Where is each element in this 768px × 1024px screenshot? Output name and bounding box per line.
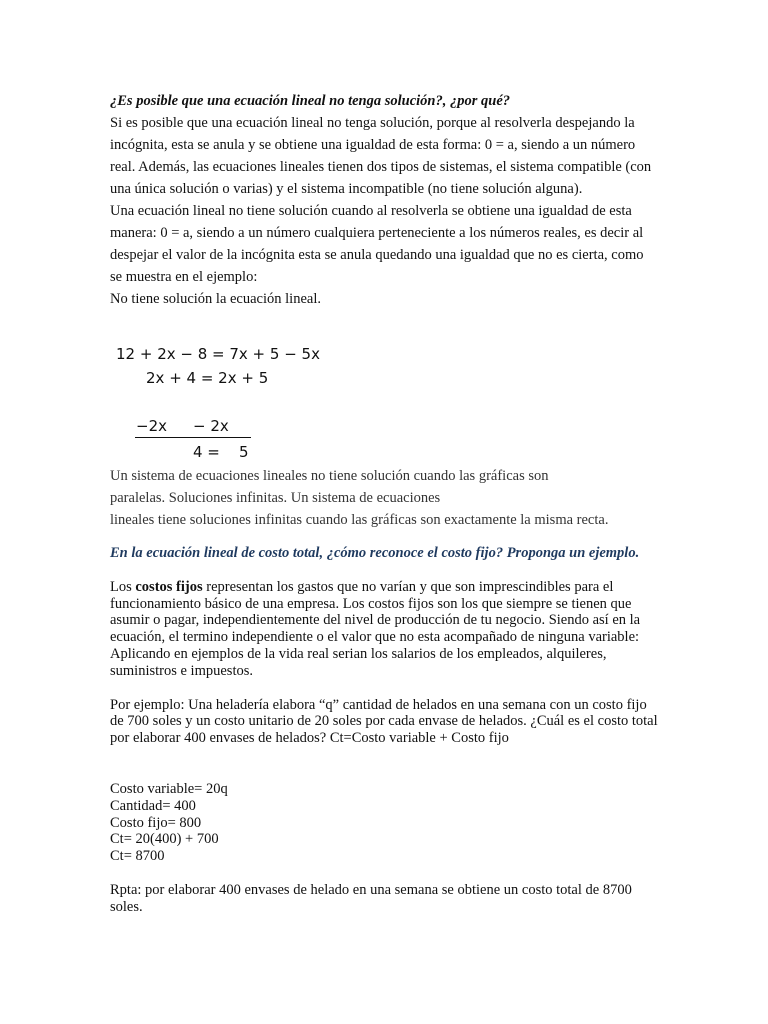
after-line-2: paralelas. Soluciones infinitas. Un sistema de ecuaciones: [110, 490, 441, 506]
equation-line-1: 12 + 2x − 8 = 7x + 5 − 5x: [116, 345, 320, 363]
calc-line: Costo fijo= 800: [110, 814, 202, 831]
costos-rest: representan los gastos que no varían y que son imprescindibles para el funcionamiento básico de una empresa. Los costos fijos son los que siempre se tienen que asumir o pagar, independientemente del nivel de producción de tu negocio. Siendo así en la ecuación, el termino independiente o el valor que no esta acompañado de ninguna variable: Aplicando en ejemplos de la vida real serian los salarios de los empleados, alquileres, suministros e impuestos.: [110, 578, 641, 679]
after-line-3: lineales tiene soluciones infinitas cuando las gráficas son exactamente la misma recta.: [110, 512, 609, 528]
after-line-1: Un sistema de ecuaciones lineales no tiene solución cuando las gráficas son: [110, 468, 549, 484]
paragraph-3: No tiene solución la ecuación lineal.: [110, 291, 321, 307]
answer-paragraph: Rpta: por elaborar 400 envases de helado en una semana se obtiene un costo total de 8700 soles.: [110, 881, 632, 915]
paragraph-1: Si es posible que una ecuación lineal no tenga solución, porque al resolverla despejando la incógnita, esta se anula y se obtiene una igualdad de esta forma: 0 = a, siendo a un número real. Además, las ecuaciones lineales tienen dos tipos de sistemas, el sistema compatible (con una única solución o varias) y el sistema incompatible (no tiene solución alguna).: [110, 115, 652, 197]
section-1-after: [110, 465, 658, 531]
equation-subtract-left: −2x: [136, 417, 167, 435]
section-2: [110, 545, 658, 916]
calc-line: Cantidad= 400: [110, 797, 196, 814]
paragraph-2: Una ecuación lineal no tiene solución cuando al resolverla se obtiene una igualdad de esta manera: 0 = a, siendo a un número cualquiera perteneciente a los números reales, es decir al despejar el valor de la incógnita esta se anula quedando una igualdad que no es cierta, como se muestra en el ejemplo:: [110, 203, 644, 285]
calculation-list: [110, 781, 658, 865]
calc-line: Costo variable= 20q: [110, 780, 228, 797]
equation-rule: [135, 437, 251, 438]
calc-line: Ct= 20(400) + 700: [110, 831, 219, 848]
equation-result-right: 5: [239, 443, 249, 461]
question-heading-2: En la ecuación lineal de costo total, ¿cómo reconoce el costo fijo? Proponga un ejemplo.: [110, 545, 640, 561]
equation-result-left: 4 =: [193, 443, 220, 461]
costos-fijos-term: costos fijos: [135, 578, 203, 595]
costos-fijos-paragraph: [110, 579, 658, 680]
calc-line: Ct= 8700: [110, 848, 165, 865]
costos-prefix: Los: [110, 578, 136, 595]
question-heading-1: ¿Es posible que una ecuación lineal no tenga solución?, ¿por qué?: [110, 93, 511, 109]
example-paragraph: Por ejemplo: Una heladería elabora “q” cantidad de helados en una semana con un costo fijo de 700 soles y un costo unitario de 20 soles por cada envase de helados. ¿Cuál es el costo total por elaborar 400 envases de helados? Ct=Costo variable + Costo fijo: [110, 696, 658, 747]
equation-subtract-right: − 2x: [193, 417, 229, 435]
equation-line-2: 2x + 4 = 2x + 5: [146, 369, 269, 387]
